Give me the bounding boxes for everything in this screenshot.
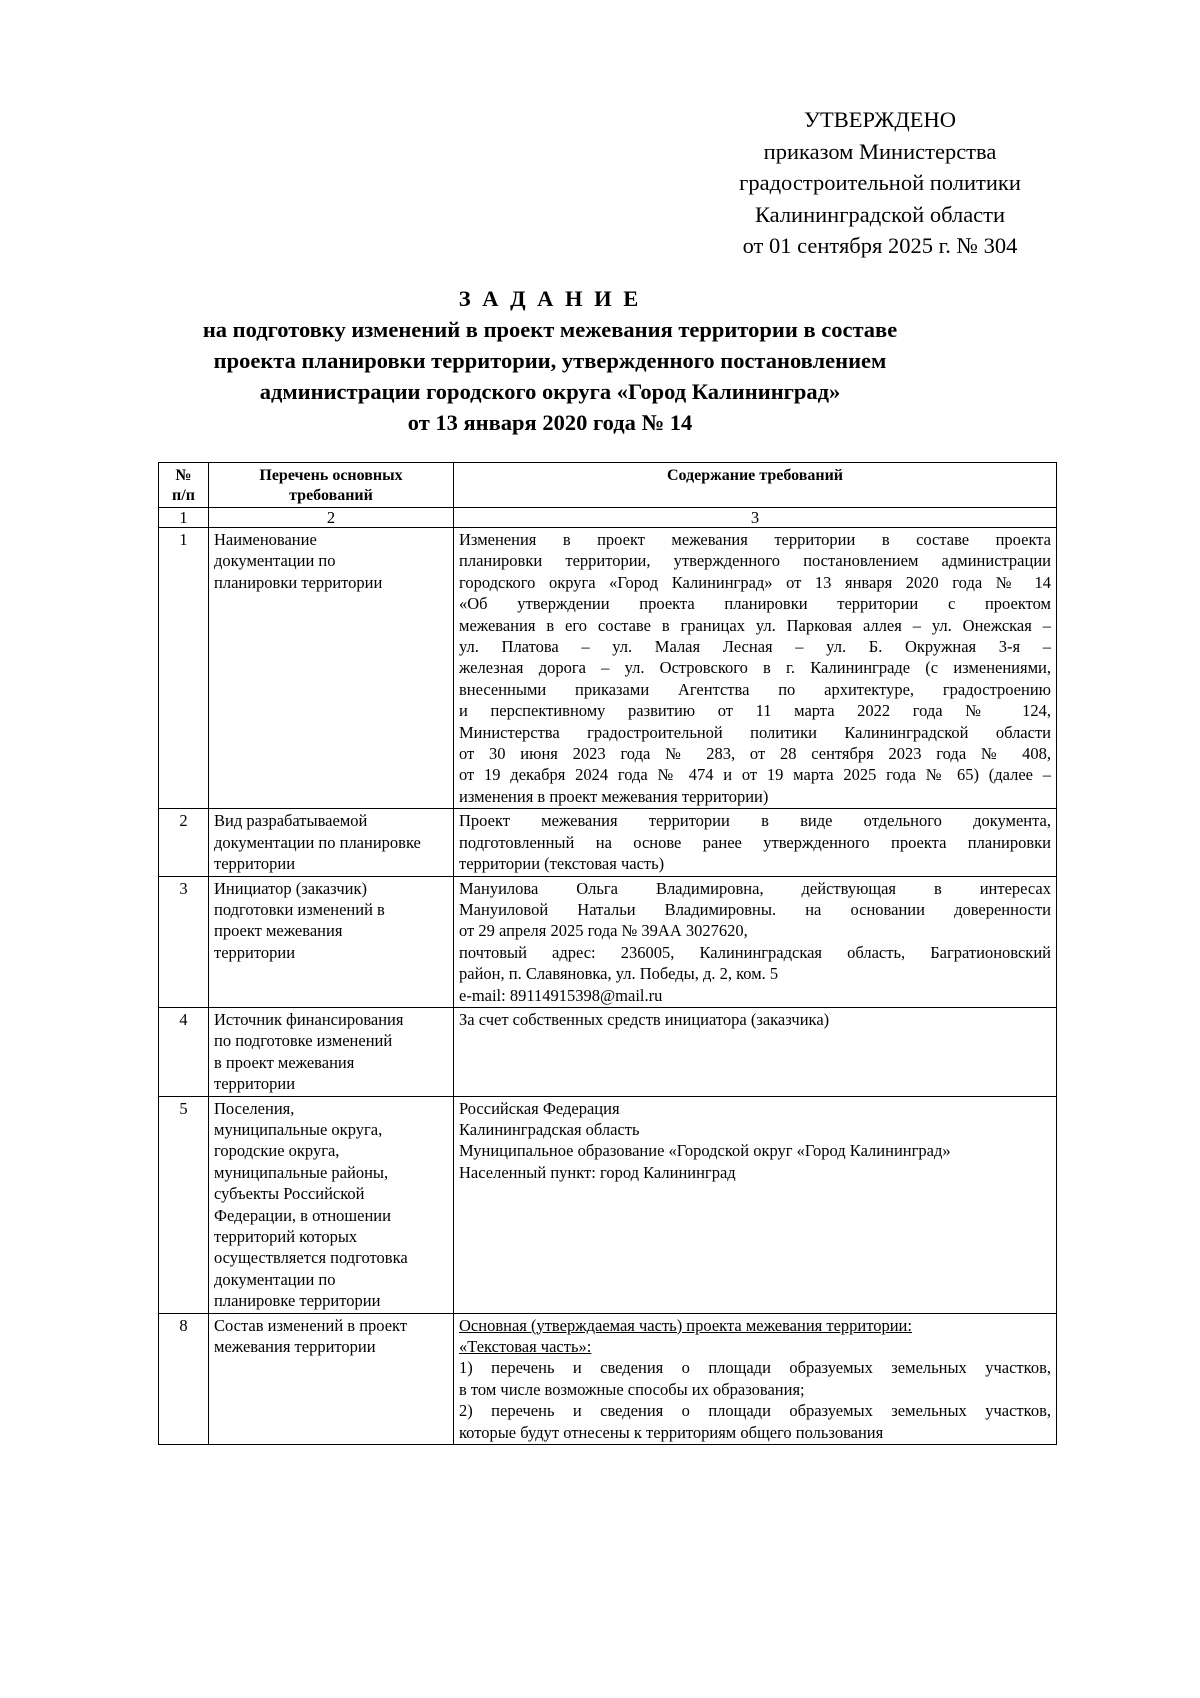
content-line: территории (текстовая часть) (459, 854, 665, 874)
requirement-name-line: подготовки изменений в (214, 899, 385, 919)
content-line: ул. Платова – ул. Малая Лесная – ул. Б. Окружная 3-я – (459, 637, 1051, 657)
requirement-name-line: документации по (214, 551, 336, 571)
approval-line: градостроительной политики (739, 170, 1021, 195)
requirement-name-line: по подготовке изменений (214, 1031, 393, 1051)
content-line: городского округа «Город Калининград» от 13 января 2020 года № 14 (459, 572, 1051, 592)
approval-stamp (680, 104, 1080, 262)
header-requirement-line: требований (289, 487, 373, 504)
row-number: 8 (159, 1313, 209, 1444)
requirement-name-line: Источник финансирования (214, 1009, 404, 1029)
content-line: e-mail: 89114915398@mail.ru (459, 985, 663, 1005)
title-line: от 13 января 2020 года № 14 (407, 410, 693, 435)
requirement-name-line: Федерации, в отношении (214, 1205, 391, 1225)
document-title (100, 283, 1000, 438)
requirement-name-line: муниципальные округа, (214, 1119, 383, 1139)
requirement-name-line: документации по планировке (214, 832, 421, 852)
requirement-name-line: территории (214, 1074, 296, 1094)
requirement-name-line: субъекты Российской (214, 1184, 365, 1204)
approval-line: УТВЕРЖДЕНО (804, 107, 956, 132)
requirement-name-line: территории (214, 942, 296, 962)
content-line: Изменения в проект межевания территории в составе проекта (459, 530, 1051, 549)
content-line: Мануиловой Натальи Владимировны. на основании доверенности (459, 899, 1051, 919)
requirement-content (454, 528, 1057, 809)
content-line: от 29 апреля 2025 года № 39АА 3027620, (459, 921, 748, 941)
requirement-content (454, 809, 1057, 876)
requirement-name-line: территории (214, 854, 296, 874)
content-line: Калининградская область (459, 1119, 640, 1139)
row-number: 5 (159, 1096, 209, 1313)
row-number: 1 (159, 528, 209, 809)
content-line: За счет собственных средств инициатора (заказчика) (459, 1009, 830, 1029)
content-line: Мануилова Ольга Владимировна, действующая в интересах (459, 878, 1051, 898)
header-requirement (209, 463, 454, 508)
content-line: изменения в проект межевания территории) (459, 786, 769, 806)
content-line: «Текстовая часть»: (459, 1337, 592, 1357)
requirement-name-line: муниципальные районы, (214, 1162, 389, 1182)
requirement-name-line: в проект межевания (214, 1052, 355, 1072)
content-line: Министерства градостроительной политики Калининградской области (459, 722, 1051, 742)
table-row (159, 1096, 1057, 1313)
row-number: 2 (159, 809, 209, 876)
requirement-name (209, 1313, 454, 1444)
content-line: которые будут отнесены к территориям общего пользования (459, 1422, 884, 1442)
table-row (159, 809, 1057, 876)
content-line: и перспективному развитию от 11 марта 2022 года № 124, (459, 701, 1051, 721)
content-line: Муниципальное образование «Городской округ «Город Калининград» (459, 1141, 951, 1161)
content-line: Проект межевания территории в виде отдельного документа, (459, 811, 1051, 831)
content-line: «Об утверждении проекта планировки территории с проектом (459, 594, 1051, 614)
requirements-table (158, 462, 1057, 1445)
requirement-name-line: межевания территории (214, 1337, 376, 1357)
index-cell: 1 (159, 508, 209, 528)
content-line: межевания в его составе в границах ул. Парковая аллея – ул. Онежская – (459, 615, 1051, 635)
requirement-content (454, 1007, 1057, 1096)
table-row (159, 1007, 1057, 1096)
title-line: на подготовку изменений в проект межевания территории в составе (202, 317, 898, 342)
approval-line: приказом Министерства (763, 138, 997, 164)
requirement-name-line: документации по (214, 1269, 336, 1289)
content-line: Российская Федерация (459, 1098, 620, 1118)
requirement-name-line: проект межевания (214, 921, 343, 941)
requirement-name-line: Состав изменений в проект (214, 1315, 408, 1335)
content-line: железная дорога – ул. Островского в г. Калининграде (с изменениями, (459, 658, 1051, 678)
requirement-name-line: территорий которых (214, 1227, 358, 1246)
content-line: подготовленный на основе ранее утвержденного проекта планировки (459, 832, 1051, 852)
title-heading: З А Д А Н И Е (458, 286, 642, 311)
index-row (159, 508, 1057, 528)
title-line: администрации городского округа «Город Калининград» (259, 379, 841, 404)
table-row (159, 528, 1057, 809)
table-header-row (159, 463, 1057, 508)
requirement-content (454, 876, 1057, 1007)
row-number: 4 (159, 1007, 209, 1096)
requirement-name (209, 1096, 454, 1313)
requirement-name-line: Инициатор (заказчик) (214, 878, 368, 898)
content-line: в том числе возможные способы их образования; (459, 1379, 805, 1399)
content-line: планировки территории, утвержденного постановлением администрации (459, 551, 1051, 571)
content-line: от 19 декабря 2024 года № 474 и от 19 марта 2025 года № 65) (далее – (459, 765, 1051, 785)
content-line: внесенными приказами Агентства по архитектуре, градостроению (459, 679, 1051, 699)
requirement-name (209, 1007, 454, 1096)
content-line: Основная (утверждаемая часть) проекта межевания территории: (459, 1315, 912, 1335)
header-requirement-line: Перечень основных (259, 467, 403, 484)
approval-line: Калининградской области (754, 201, 1006, 227)
header-num-line: № (175, 467, 192, 484)
requirement-name-line: Наименование (214, 530, 317, 549)
requirement-name-line: Вид разрабатываемой (214, 811, 368, 831)
requirement-content (454, 1096, 1057, 1313)
index-cell: 3 (454, 508, 1057, 528)
header-num-line: п/п (172, 487, 195, 504)
title-line: проекта планировки территории, утвержденного постановлением (213, 348, 887, 373)
requirement-name-line: планировки территории (214, 572, 383, 592)
content-line: 2) перечень и сведения о площади образуемых земельных участков, (459, 1401, 1051, 1421)
row-number: 3 (159, 876, 209, 1007)
header-num (159, 463, 209, 508)
content-line: Населенный пункт: город Калининград (459, 1162, 736, 1182)
requirement-content (454, 1313, 1057, 1444)
content-line: почтовый адрес: 236005, Калининградская область, Багратионовский (459, 942, 1051, 962)
requirement-name-line: Поселения, (214, 1098, 295, 1118)
requirement-name (209, 809, 454, 876)
approval-line: от 01 сентября 2025 г. № 304 (742, 233, 1018, 258)
requirement-name-line: осуществляется подготовка (214, 1248, 408, 1268)
table-row (159, 1313, 1057, 1444)
header-content: Содержание требований (454, 463, 1057, 508)
content-line: 1) перечень и сведения о площади образуемых земельных участков, (459, 1358, 1051, 1378)
requirement-name-line: планировке территории (214, 1291, 381, 1311)
requirement-name-line: городские округа, (214, 1141, 340, 1161)
content-line: от 30 июня 2023 года № 283, от 28 сентября 2023 года № 408, (459, 744, 1051, 764)
requirement-name (209, 528, 454, 809)
table-row (159, 876, 1057, 1007)
requirement-name (209, 876, 454, 1007)
content-line: район, п. Славяновка, ул. Победы, д. 2, ком. 5 (459, 964, 779, 984)
index-cell: 2 (209, 508, 454, 528)
